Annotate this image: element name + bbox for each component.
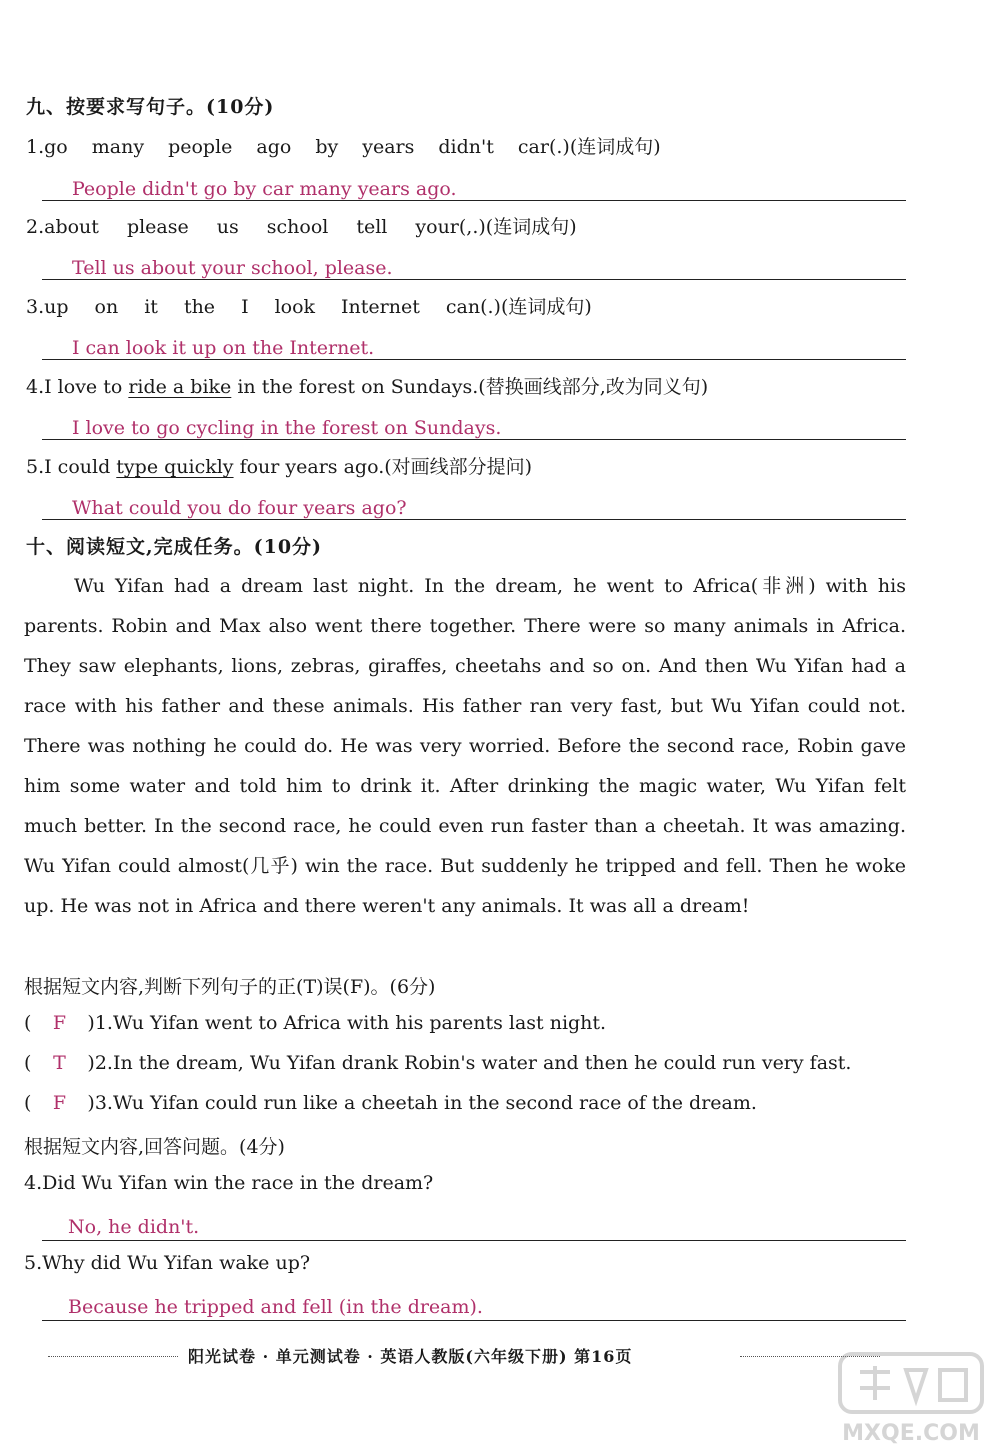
- section-9-heading: 九、按要求写句子。(10分): [26, 96, 275, 118]
- q1-word: 1.go: [26, 136, 68, 158]
- qa-instruction: 根据短文内容,回答问题。(4分): [24, 1136, 285, 1158]
- q1-word: car: [517, 136, 549, 158]
- q3-word: the: [183, 296, 216, 318]
- qa-answer: Because he tripped and fell (in the dream).: [68, 1296, 483, 1318]
- passage-text: Wu Yifan had a dream last night. In the dream, he went to Africa(非洲) with his parents. Robin and Max also went there together. There were so many animals in Africa. They saw elephants, lions, zebras, giraffes, cheetahs and so on. And then Wu Yifan had a race with his father and these animals. His father ran very fast, but Wu Yifan could not. There was nothing he could do. He was very worried. Before the second race, Robin gave him some water and told him to drink it. After drinking the magic water, Wu Yifan felt much better. In the second race, he could even run faster than a cheetah. It was amazing. Wu Yifan could almost(几乎) win the race. But suddenly he tripped and fell. Then he woke up. He was not in Africa and there weren't any animals. It was all a dream!: [24, 575, 906, 917]
- svg-text:MXQE.COM: MXQE.COM: [842, 1421, 980, 1446]
- q4-post: in the forest on Sundays.(替换画线部分,改为同义句): [231, 376, 709, 398]
- qa-question: 4.Did Wu Yifan win the race in the dream?: [24, 1172, 434, 1194]
- q3-instruction: (.)(连词成句): [480, 296, 592, 318]
- tf-item-text: )3.Wu Yifan could run like a cheetah in the second race of the dream.: [87, 1092, 757, 1114]
- tf-answer-mark: F: [52, 1092, 67, 1114]
- q4-underlined: ride a bike: [128, 376, 232, 398]
- footer-dots-left: [48, 1356, 178, 1357]
- reading-passage: [24, 566, 906, 926]
- q3-word: I: [241, 296, 249, 318]
- tf-item: [24, 1012, 606, 1034]
- q3-word: Internet: [341, 296, 420, 318]
- q3-word: can: [445, 296, 481, 318]
- q5-underlined: type quickly: [116, 456, 234, 478]
- q2-word: please: [126, 216, 189, 238]
- q3-prompt: [26, 292, 592, 319]
- q4-answer-line: [42, 439, 906, 440]
- tf-item: [24, 1092, 757, 1114]
- q5-pre: 5.I could: [26, 456, 117, 478]
- tf-answer-mark: T: [53, 1052, 66, 1074]
- tf-answer-mark: F: [52, 1012, 67, 1034]
- q2-word: tell: [356, 216, 388, 238]
- q3-answer-line: [42, 359, 906, 360]
- q2-word: us: [216, 216, 239, 238]
- tf-instruction: 根据短文内容,判断下列句子的正(T)误(F)。(6分): [24, 976, 436, 998]
- tf-item-text: )2.In the dream, Wu Yifan drank Robin's water and then he could run very fast.: [87, 1052, 852, 1074]
- watermark-logo: [836, 1348, 986, 1448]
- q1-answer-line: [42, 200, 906, 201]
- q2-answer-line: [42, 279, 906, 280]
- q1-word: by: [315, 136, 339, 158]
- qa-question: 5.Why did Wu Yifan wake up?: [24, 1252, 311, 1274]
- q3-word: it: [144, 296, 158, 318]
- tf-open-paren: (: [24, 1012, 32, 1034]
- q1-word: years: [362, 136, 415, 158]
- q2-prompt: [26, 212, 577, 239]
- q1-word: people: [168, 136, 233, 158]
- qa-answer-line: [42, 1320, 906, 1321]
- q3-word: 3.up: [26, 296, 69, 318]
- q1-word: ago: [256, 136, 292, 158]
- q1-prompt: [26, 132, 661, 159]
- q3-answer: I can look it up on the Internet.: [72, 337, 375, 359]
- q2-instruction: (,.)(连词成句): [458, 216, 577, 238]
- q1-instruction: (.)(连词成句): [548, 136, 661, 158]
- q5-answer-line: [42, 519, 906, 520]
- q2-word: your: [415, 216, 459, 238]
- tf-item-text: )1.Wu Yifan went to Africa with his parents last night.: [87, 1012, 607, 1034]
- q2-word: school: [266, 216, 329, 238]
- q1-word: didn't: [438, 136, 494, 158]
- q5-answer: What could you do four years ago?: [72, 497, 407, 519]
- q2-word: 2.about: [26, 216, 99, 238]
- tf-open-paren: (: [24, 1052, 32, 1074]
- q1-answer: People didn't go by car many years ago.: [72, 178, 457, 200]
- tf-item: [24, 1052, 851, 1074]
- q3-word: look: [274, 296, 316, 318]
- q5-post: four years ago.(对画线部分提问): [233, 456, 533, 478]
- q4-prompt: [26, 372, 708, 399]
- q2-answer: Tell us about your school, please.: [72, 257, 393, 279]
- qa-answer: No, he didn't.: [68, 1216, 200, 1238]
- q1-word: many: [91, 136, 145, 158]
- qa-answer-line: [42, 1240, 906, 1241]
- q4-answer: I love to go cycling in the forest on Sundays.: [72, 417, 502, 439]
- page-footer: 阳光试卷 · 单元测试卷 · 英语人教版(六年级下册) 第16页: [188, 1347, 633, 1366]
- q5-prompt: [26, 452, 532, 479]
- tf-open-paren: (: [24, 1092, 32, 1114]
- q4-pre: 4.I love to: [26, 376, 129, 398]
- q3-word: on: [94, 296, 119, 318]
- section-10-heading: 十、阅读短文,完成任务。(10分): [26, 536, 323, 558]
